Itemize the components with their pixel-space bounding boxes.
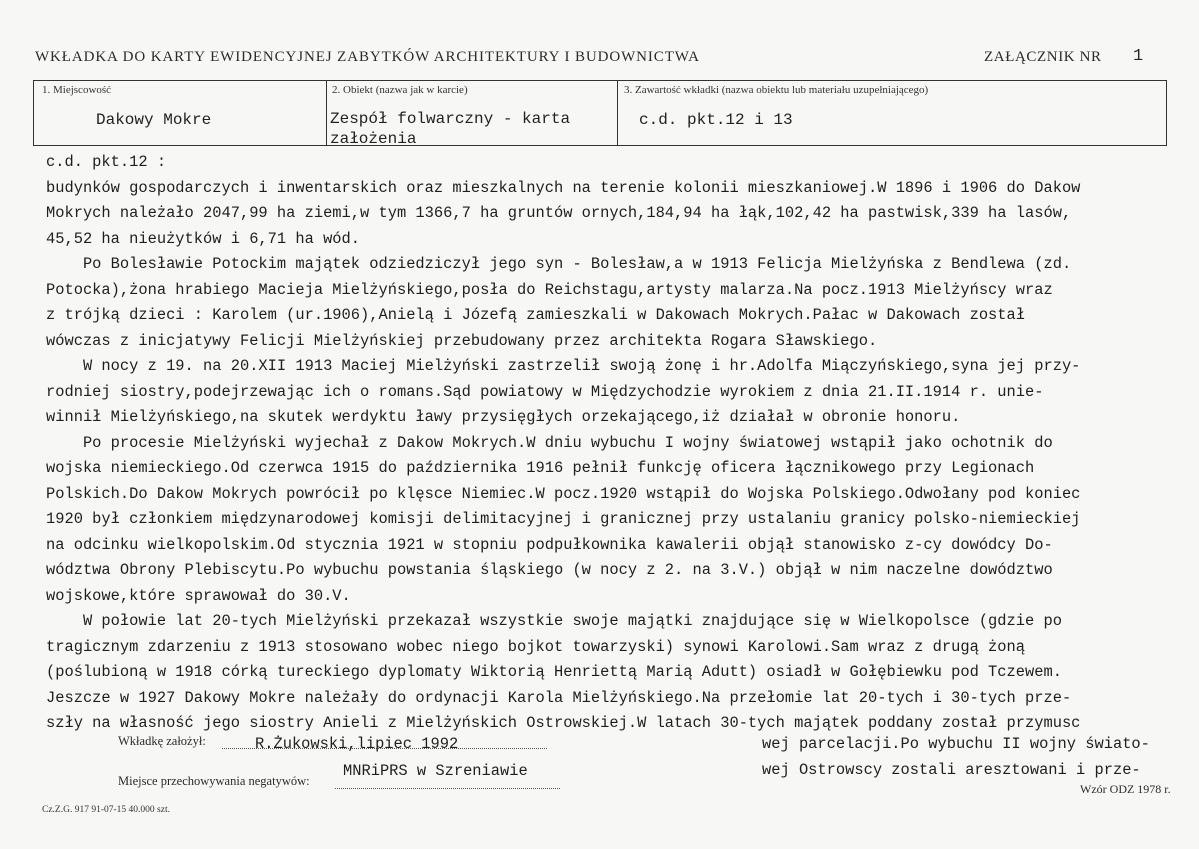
body-line: Po Bolesławie Potockim majątek odziedziczył jego syn - Bolesław,a w 1913 Felicja Mielżyńska z Bendlewa (zd. [46, 255, 1072, 273]
body-line: W połowie lat 20-tych Mielżyński przekazał wszystkie swoje majątki znajdujące się w Wielkopolsce (gdzie po [46, 612, 1062, 630]
field-value-content: c.d. pkt.12 i 13 [639, 111, 793, 129]
storage-dotted-line [335, 788, 560, 789]
body-line: Mokrych należało 2047,99 ha ziemi,w tym 1366,7 ha gruntów ornych,184,94 ha łąk,102,42 ha pastwisk,339 ha lasów, [46, 204, 1072, 222]
field-value-locality: Dakowy Mokre [96, 111, 212, 129]
field-label-content: 3. Zawartość wkładki (nazwa obiektu lub materiału uzupełniającego) [624, 84, 929, 96]
field-label-locality: 1. Miejscowość [42, 84, 112, 96]
body-line: wówczas z inicjatywy Felicji Mielżyńskiej przebudowany przez architekta Rogara Sławskiego. [46, 331, 878, 350]
body-line: wództwa Obrony Plebiscytu.Po wybuchu powstania śląskiego (w nocy z 2. na 3.V.) objął w nim naczelne dowództwo [46, 561, 1053, 579]
continuation-line: wej parcelacji.Po wybuchu II wojny świato- [762, 735, 1150, 753]
body-line: wojska niemieckiego.Od czerwca 1915 do października 1916 pełnił funkcję oficera łącznikowego przy Legionach [46, 459, 1035, 477]
column-divider [326, 81, 327, 145]
attachment-label: ZAŁĄCZNIK NR [984, 49, 1102, 65]
template-code: Wzór ODZ 1978 r. [1080, 782, 1171, 796]
body-line: (poślubioną w 1918 córką tureckiego dyplomaty Wiktorią Henriettą Marią Adutt) osiadł w Gołębiewku pod Tczewem. [46, 663, 1062, 681]
field-label-object: 2. Obiekt (nazwa jak w karcie) [332, 84, 468, 96]
body-line: Jeszcze w 1927 Dakowy Mokre należały do ordynacji Karola Mielżyńskiego.Na przełomie lat 20-tych i 30-tych prze- [46, 688, 1072, 707]
body-line: z trójką dzieci : Karolem (ur.1906),Anielą i Józefą zamieszkali w Dakowach Mokrych.Pałac w Dakowach został [46, 306, 1026, 324]
attachment-number: 1 [1133, 47, 1144, 66]
body-line: c.d. pkt.12 : [46, 153, 167, 171]
author-label: Wkładkę założył: [118, 734, 206, 748]
typed-body-text [46, 150, 1176, 737]
print-info: Cz.Z.G. 917 91-07-15 40.000 szt. [42, 805, 170, 815]
body-line: 45,52 ha nieużytków i 6,71 ha wód. [46, 229, 361, 248]
form-title: WKŁADKA DO KARTY EWIDENCYJNEJ ZABYTKÓW ARCHITEKTURY I BUDOWNICTWA [35, 49, 700, 65]
header-fields-table [33, 80, 1167, 146]
body-line: rodniej siostry,podejrzewając ich o romans.Sąd powiatowy w Międzychodzie wyrokiem z dnia 21.II.1914 r. unie- [46, 382, 1044, 401]
body-line: winnił Mielżyńskiego,na skutek werdyktu ławy przysięgłych orzekającego,iż działał w obronie honoru. [46, 408, 961, 426]
body-line: Polskich.Do Dakow Mokrych powrócił po klęsce Niemiec.W pocz.1920 wstąpił do Wojska Polskiego.Odwołany pod koniec [46, 484, 1081, 503]
continuation-line: wej Ostrowscy zostali aresztowani i prze- [762, 761, 1141, 779]
body-line: Po procesie Mielżyński wyjechał z Dakow Mokrych.W dniu wybuchu I wojny światowej wstąpił jako ochotnik do [46, 433, 1053, 452]
body-line: tragicznym zdarzeniu z 1913 stosowano wobec niego bojkot towarzyski) synowi Karolowi.Sam wraz z drugą żoną [46, 637, 1026, 656]
column-divider [617, 81, 618, 145]
body-line: wojskowe,które sprawował do 30.V. [46, 586, 351, 605]
storage-value: MNRiPRS w Szreniawie [343, 762, 528, 780]
body-line: 1920 był członkiem międzynarodowej komisji delimitacyjnej i granicznej przy ustalaniu granicy polsko-niemieckiej [46, 510, 1081, 528]
storage-label: Miejsce przechowywania negatywów: [118, 774, 310, 788]
body-line: Potocka),żona hrabiego Macieja Mielżyńskiego,posła do Reichstagu,artysty malarza.Na pocz.1913 Mielżyńscy wraz [46, 280, 1053, 299]
body-line: W nocy z 19. na 20.XII 1913 Maciej Mielżyński zastrzelił swoją żonę i hr.Adolfa Miączyńskiego,syna jej przy- [46, 357, 1081, 375]
body-line: budynków gospodarczych i inwentarskich oraz mieszkalnych na terenie kolonii mieszkaniowej.W 1896 i 1906 do Dakow [46, 178, 1081, 197]
field-value-object: Zespół folwarczny - karta założenia [330, 110, 571, 145]
body-line: szły na własność jego siostry Anieli z Mielżyńskich Ostrowskiej.W latach 30-tych majątek poddany został przymusc [46, 714, 1081, 732]
author-value: R.Żukowski,lipiec 1992 [255, 735, 459, 753]
body-line: na odcinku wielkopolskim.Od stycznia 1921 w stopniu podpułkownika kawalerii objął stanowisko z-cy dowódcy Do- [46, 535, 1053, 554]
